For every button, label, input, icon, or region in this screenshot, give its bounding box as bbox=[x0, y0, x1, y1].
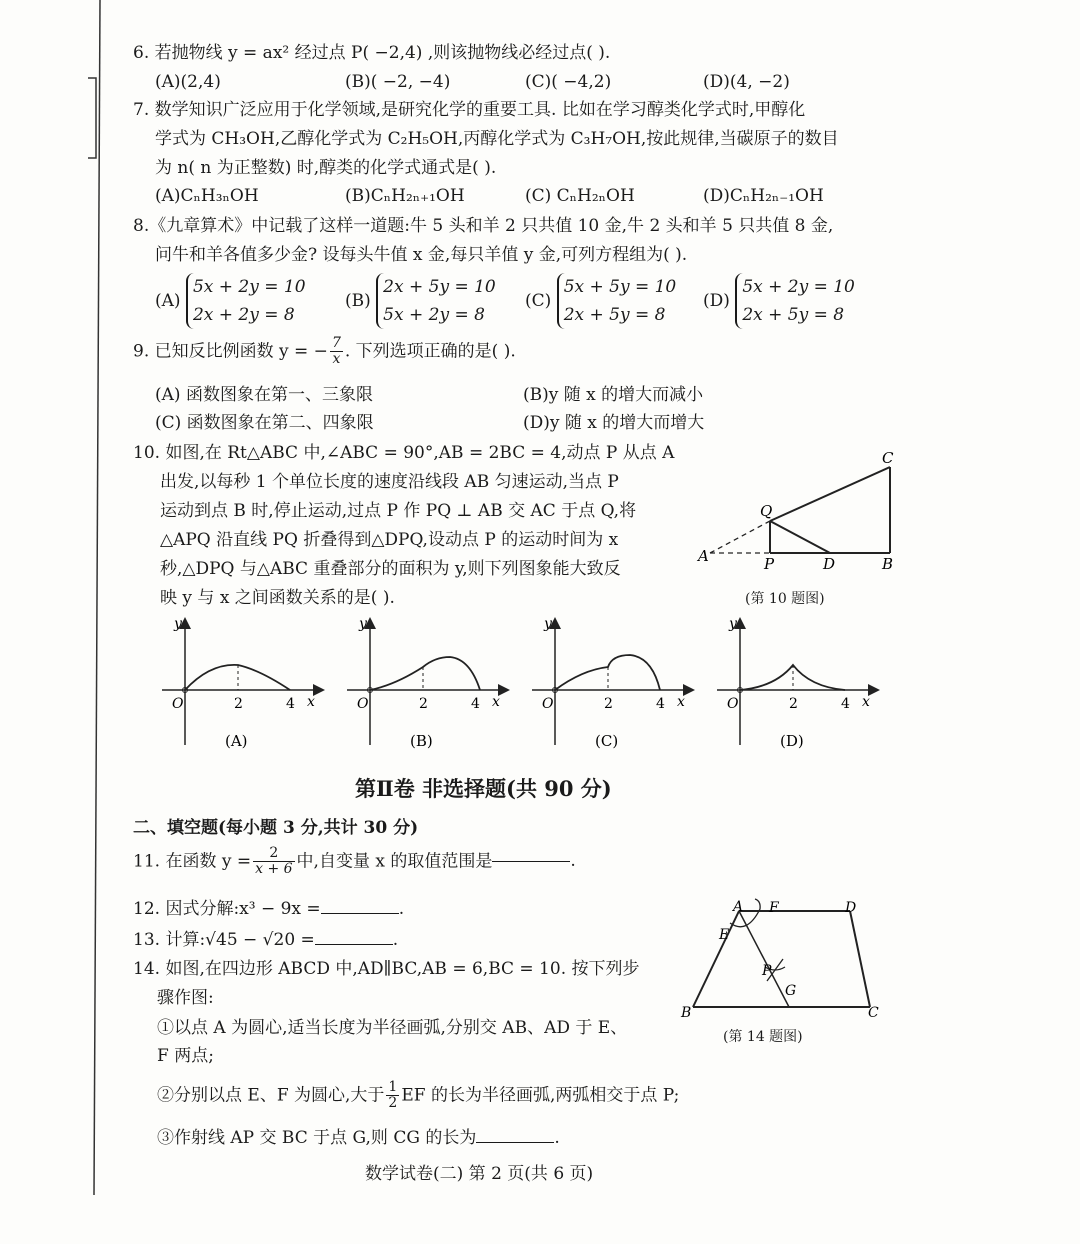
q7-option-a: (A)CₙH₃ₙOH bbox=[155, 186, 259, 206]
q9-frac-num: 7 bbox=[331, 335, 341, 351]
q8-option-d bbox=[703, 273, 855, 329]
q10-d-caption: (D) bbox=[780, 732, 804, 750]
q8-option-b-label: (B) bbox=[345, 291, 371, 311]
q8-a-eq2: 2x + 2y = 8 bbox=[192, 305, 295, 325]
q10-d-x-label: x bbox=[862, 694, 870, 710]
q10-label-q: Q bbox=[760, 502, 773, 520]
q6-stem: 6. 若抛物线 y = ax² 经过点 P( −2,4) ,则该抛物线必经过点( ). bbox=[133, 43, 611, 63]
q11-pre: 11. 在函数 y = bbox=[133, 851, 252, 872]
q14-step1a: ①以点 A 为圆心,适当长度为半径画弧,分别交 AB、AD 于 E、 bbox=[157, 1018, 628, 1038]
q8-option-a bbox=[155, 273, 306, 329]
q10-graph-options bbox=[150, 615, 910, 760]
q8-option-c bbox=[525, 273, 676, 329]
q10-d-y-label: y bbox=[729, 616, 737, 632]
q10-label-c: C bbox=[882, 449, 894, 467]
q8-option-d-label: (D) bbox=[703, 291, 730, 311]
q10-line4: △APQ 沿直线 PQ 折叠得到△DPQ,设动点 P 的运动时间为 x bbox=[160, 530, 619, 550]
q10-b-origin: O bbox=[357, 696, 369, 712]
q10-a-y-label: y bbox=[174, 616, 182, 632]
q8-d-eq1: 5x + 2y = 10 bbox=[742, 277, 855, 297]
q10-c-tick2: 2 bbox=[604, 696, 613, 712]
q6-option-d: (D)(4, −2) bbox=[703, 72, 790, 92]
q14-label-f: F bbox=[769, 900, 779, 916]
q12-answer-blank[interactable] bbox=[321, 913, 399, 914]
q8-line1: 8.《九章算术》中记载了这样一道题:牛 5 头和羊 2 只共值 10 金,牛 2 头和羊 5 只共值 8 金, bbox=[133, 216, 834, 236]
q10-b-tick2: 2 bbox=[419, 696, 428, 712]
q10-line3: 运动到点 B 时,停止运动,过点 P 作 PQ ⊥ AB 交 AC 于点 Q,将 bbox=[160, 501, 637, 521]
q10-label-b: B bbox=[882, 555, 894, 573]
q10-graph-c bbox=[532, 616, 692, 750]
q8-option-a-label: (A) bbox=[155, 291, 181, 311]
q11-frac-den: x + 6 bbox=[255, 861, 293, 877]
q10-line1: 10. 如图,在 Rt△ABC 中,∠ABC = 90°,AB = 2BC = 4,动点 P 从点 A bbox=[133, 443, 675, 463]
q10-d-origin: O bbox=[727, 696, 739, 712]
q14-step3: ③作射线 AP 交 BC 于点 G,则 CG 的长为 . bbox=[157, 1128, 560, 1148]
q10-a-tick2: 2 bbox=[234, 696, 243, 712]
q14-step2 bbox=[157, 1080, 679, 1111]
q7-line1: 7. 数学知识广泛应用于化学领域,是研究化学的重要工具. 比如在学习醇类化学式时,甲醇化 bbox=[133, 100, 806, 120]
q8-option-c-label: (C) bbox=[525, 291, 552, 311]
q10-b-caption: (B) bbox=[410, 732, 433, 750]
q10-a-x-label: x bbox=[307, 694, 315, 710]
q9-option-c: (C) 函数图象在第二、四象限 bbox=[155, 413, 374, 433]
q14-label-a: A bbox=[733, 899, 744, 915]
q10-label-p: P bbox=[764, 555, 775, 573]
q8-b-eq1: 2x + 5y = 10 bbox=[383, 277, 496, 297]
q14-line2: 骤作图: bbox=[157, 988, 214, 1008]
section2-subtitle: 二、填空题(每小题 3 分,共计 30 分) bbox=[133, 818, 419, 838]
q9-frac-den: x bbox=[332, 351, 341, 367]
q9-stem bbox=[133, 336, 516, 367]
q10-graph-b bbox=[347, 616, 507, 750]
q8-c-eq1: 5x + 5y = 10 bbox=[563, 277, 677, 297]
q8-d-eq2: 2x + 5y = 8 bbox=[742, 305, 845, 325]
q14-step3-text: ③作射线 AP 交 BC 于点 G,则 CG 的长为 bbox=[157, 1128, 477, 1148]
q14-step2-pre: ②分别以点 E、F 为圆心,大于 bbox=[157, 1085, 385, 1106]
q14-label-g: G bbox=[785, 983, 797, 999]
q10-graph-a bbox=[162, 616, 322, 750]
q10-b-y-label: y bbox=[359, 616, 367, 632]
q10-c-tick4: 4 bbox=[656, 696, 665, 712]
q7-option-b: (B)CₙH₂ₙ₊₁OH bbox=[345, 186, 465, 206]
q8-c-eq2: 2x + 5y = 8 bbox=[563, 305, 666, 325]
q10-a-caption: (A) bbox=[225, 732, 248, 750]
q6-option-c: (C)( −4,2) bbox=[525, 72, 612, 92]
q12: 12. 因式分解:x³ − 9x = . bbox=[133, 899, 405, 919]
q10-label-a: A bbox=[698, 547, 709, 565]
q14-frac-num: 1 bbox=[388, 1079, 398, 1095]
q13-text: 13. 计算:√45 − √20 = bbox=[133, 930, 315, 950]
q10-c-x-label: x bbox=[677, 694, 685, 710]
q7-option-d: (D)CₙH₂ₙ₋₁OH bbox=[703, 186, 824, 206]
page-footer: 数学试卷(二) 第 2 页(共 6 页) bbox=[365, 1164, 594, 1184]
q8-line2: 问牛和羊各值多少金? 设每头牛值 x 金,每只羊值 y 金,可列方程组为( ). bbox=[155, 245, 688, 265]
q14-label-c: C bbox=[868, 1005, 879, 1021]
q7-option-c: (C) CₙH₂ₙOH bbox=[525, 186, 635, 206]
q14-figure-caption: (第 14 题图) bbox=[723, 1029, 803, 1045]
section2-title: 第Ⅱ卷 非选择题(共 90 分) bbox=[355, 776, 612, 801]
q10-figure-caption: (第 10 题图) bbox=[745, 591, 825, 607]
q10-line6: 映 y 与 x 之间函数关系的是( ). bbox=[160, 588, 395, 608]
q10-b-x-label: x bbox=[492, 694, 500, 710]
q8-b-eq2: 5x + 2y = 8 bbox=[383, 305, 485, 325]
q10-line5: 秒,△DPQ 与△ABC 重叠部分的面积为 y,则下列图象能大致反 bbox=[160, 559, 621, 579]
q10-graph-d bbox=[717, 616, 877, 750]
q10-a-tick4: 4 bbox=[286, 696, 295, 712]
q10-triangle-figure bbox=[690, 445, 910, 575]
q8-option-b bbox=[345, 273, 496, 329]
q6-option-b: (B)( −2, −4) bbox=[345, 72, 451, 92]
q9-option-b: (B)y 随 x 的增大而减小 bbox=[523, 385, 704, 405]
q11-frac-num: 2 bbox=[253, 846, 294, 862]
q14-label-e: E bbox=[719, 927, 730, 943]
binding-margin bbox=[0, 0, 110, 1244]
q7-line2: 学式为 CH₃OH,乙醇化学式为 C₂H₅OH,丙醇化学式为 C₃H₇OH,按此规律,当碳原子的数目 bbox=[155, 129, 839, 149]
q12-text: 12. 因式分解:x³ − 9x = bbox=[133, 899, 321, 919]
q13-answer-blank[interactable] bbox=[315, 944, 393, 945]
q10-c-y-label: y bbox=[544, 616, 552, 632]
q10-d-tick2: 2 bbox=[789, 696, 798, 712]
q7-line3: 为 n( n 为正整数) 时,醇类的化学式通式是( ). bbox=[155, 158, 497, 178]
q14-step1b: F 两点; bbox=[157, 1046, 214, 1066]
q11: 11. 在函数 y = $\frac{2}{x + 6}$ 中,自变量 x 的取值范围是 . bbox=[133, 845, 576, 877]
q14-frac-den: 2 bbox=[388, 1095, 398, 1111]
q14-label-b: B bbox=[681, 1005, 692, 1021]
q14-step2-post: EF 的长为半径画弧,两弧相交于点 P; bbox=[401, 1085, 680, 1106]
q10-label-d: D bbox=[823, 555, 836, 573]
q10-line2: 出发,以每秒 1 个单位长度的速度沿线段 AB 匀速运动,当点 P bbox=[160, 472, 619, 492]
q10-d-tick4: 4 bbox=[841, 696, 850, 712]
q14-label-p: P bbox=[762, 963, 772, 979]
q9-option-a: (A) 函数图象在第一、三象限 bbox=[155, 385, 373, 405]
q8-a-eq1: 5x + 2y = 10 bbox=[192, 277, 306, 297]
q10-b-tick4: 4 bbox=[471, 696, 480, 712]
q10-a-origin: O bbox=[172, 696, 184, 712]
q10-c-origin: O bbox=[542, 696, 554, 712]
q9-option-d: (D)y 随 x 的增大而增大 bbox=[523, 413, 705, 433]
q10-c-caption: (C) bbox=[595, 732, 619, 750]
q13: 13. 计算:√45 − √20 = . bbox=[133, 930, 399, 950]
q14-line1: 14. 如图,在四边形 ABCD 中,AD∥BC,AB = 6,BC = 10. 按下列步 bbox=[133, 959, 640, 979]
q9-stem-post: . 下列选项正确的是( ). bbox=[344, 341, 516, 362]
q11-post: 中,自变量 x 的取值范围是 bbox=[296, 851, 493, 872]
q11-answer-blank[interactable] bbox=[492, 861, 570, 862]
q14-label-d: D bbox=[845, 900, 857, 916]
q9-stem-pre: 9. 已知反比例函数 y = − bbox=[133, 341, 328, 362]
q14-quadrilateral-figure bbox=[675, 895, 885, 1025]
q14-answer-blank[interactable] bbox=[476, 1142, 554, 1143]
q6-option-a: (A)(2,4) bbox=[155, 72, 221, 92]
